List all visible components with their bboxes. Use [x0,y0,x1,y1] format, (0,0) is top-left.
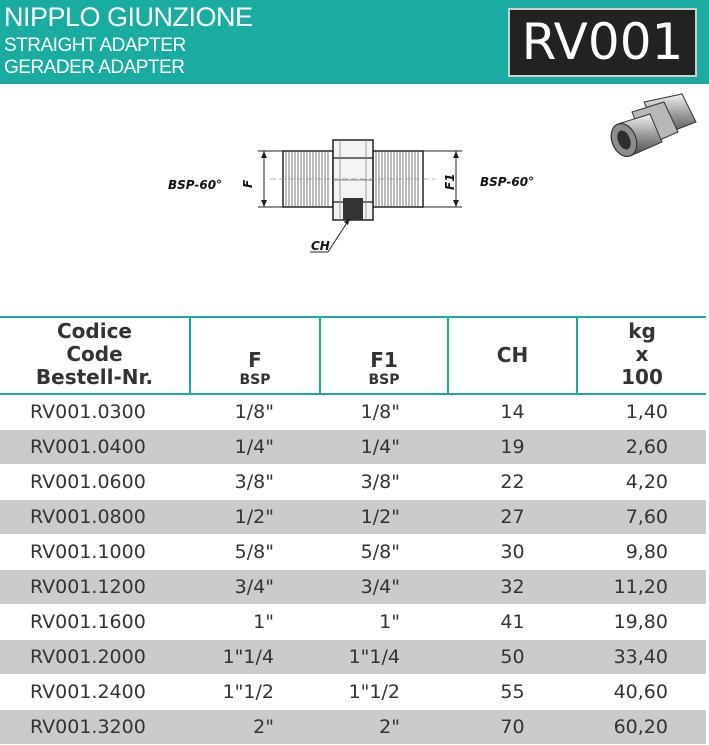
cell-code: RV001.1600 [0,605,190,640]
table-row [0,640,706,675]
cell-ch: 27 [448,500,577,535]
table-row [0,394,706,430]
cell-weight: 9,80 [577,535,706,570]
title-italian: NIPPLO GIUNZIONE [4,2,253,32]
cell-code: RV001.1000 [0,535,190,570]
header-f1-label: F1 [370,348,398,372]
cell-ch: 19 [448,430,577,465]
header-band [0,0,709,84]
cell-code: RV001.0800 [0,500,190,535]
cell-code: RV001.0400 [0,430,190,465]
header-kg-x: x [635,342,649,366]
product-code: RV001 [508,8,697,77]
cell-weight: 33,40 [577,640,706,675]
cell-f: 3/8" [190,465,320,500]
header-code [0,317,190,394]
dimension-ch-label: CH [311,239,330,253]
cell-ch: 70 [448,710,577,745]
table-row [0,605,706,640]
cell-f1: 1/4" [320,430,448,465]
cell-code: RV001.0600 [0,465,190,500]
table-row [0,710,706,745]
header-code-de: Bestell-Nr. [35,365,154,389]
cell-weight: 4,20 [577,465,706,500]
cell-weight: 60,20 [577,710,706,745]
cell-f1: 1"1/2 [320,675,448,710]
cell-code: RV001.1200 [0,570,190,605]
cell-f1: 3/8" [320,465,448,500]
cell-f: 2" [190,710,320,745]
cell-f1: 3/4" [320,570,448,605]
cell-ch: 50 [448,640,577,675]
cell-weight: 19,80 [577,605,706,640]
product-photo [604,92,700,168]
technical-drawing [160,128,540,268]
dimension-f-label: F [241,179,255,188]
cell-weight: 1,40 [577,394,706,430]
header-ch-label: CH [496,343,529,367]
cell-code: RV001.0300 [0,394,190,430]
cell-f: 1" [190,605,320,640]
cell-f: 1/8" [190,394,320,430]
header-f-label: F [248,348,262,372]
title-english: STRAIGHT ADAPTER [4,35,186,56]
header-ch [448,317,577,394]
header-f1 [320,317,448,394]
cell-ch: 14 [448,394,577,430]
specification-table [0,316,709,745]
cell-weight: 2,60 [577,430,706,465]
cell-ch: 55 [448,675,577,710]
table-row [0,500,706,535]
cell-weight: 11,20 [577,570,706,605]
cell-f: 1"1/2 [190,675,320,710]
header-f [190,317,320,394]
cell-f: 1/4" [190,430,320,465]
right-thread-label: BSP-60° [480,175,535,189]
cell-f1: 1/2" [320,500,448,535]
cell-code: RV001.3200 [0,710,190,745]
cell-f1: 5/8" [320,535,448,570]
left-thread-label: BSP-60° [168,178,223,192]
cell-f: 1"1/4 [190,640,320,675]
header-code-en: Code [66,342,123,366]
cell-f: 3/4" [190,570,320,605]
cell-f1: 2" [320,710,448,745]
table-row [0,430,706,465]
dimension-f1-label: F1 [443,173,457,190]
header-kg-qty: 100 [621,365,663,389]
header-code-it: Codice [56,319,132,343]
table-row [0,465,706,500]
title-german: GERADER ADAPTER [4,57,185,78]
cell-code: RV001.2000 [0,640,190,675]
cell-weight: 7,60 [577,500,706,535]
cell-f: 1/2" [190,500,320,535]
table-header-row [0,317,706,394]
header-kg [577,317,706,394]
table-row [0,675,706,710]
cell-ch: 32 [448,570,577,605]
cell-ch: 22 [448,465,577,500]
cell-f1: 1"1/4 [320,640,448,675]
table-row [0,535,706,570]
cell-ch: 30 [448,535,577,570]
cell-weight: 40,60 [577,675,706,710]
cell-code: RV001.2400 [0,675,190,710]
cell-f1: 1" [320,605,448,640]
header-kg-unit: kg [628,319,656,343]
cell-f1: 1/8" [320,394,448,430]
cell-f: 5/8" [190,535,320,570]
table-row [0,570,706,605]
header-f1-sub: BSP [368,372,400,388]
cell-ch: 41 [448,605,577,640]
header-f-sub: BSP [239,372,271,388]
